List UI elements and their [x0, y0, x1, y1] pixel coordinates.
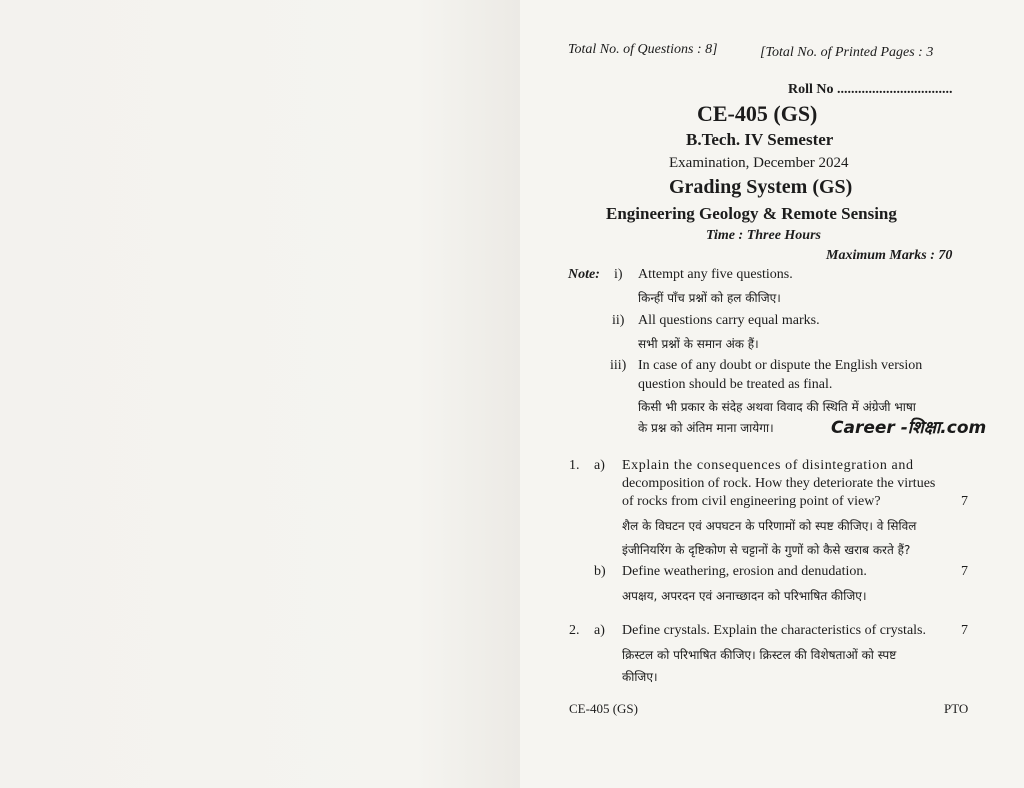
question-part-label: a): [594, 458, 605, 473]
note-number: i): [614, 267, 623, 282]
grading-system: Grading System (GS): [669, 176, 853, 198]
note-text: All questions carry equal marks.: [638, 313, 820, 328]
question-text-hindi: क्रिस्टल को परिभाषित कीजिए। क्रिस्टल की विशेषताओं को स्पष्ट: [622, 648, 897, 662]
note-text: question should be treated as final.: [638, 377, 833, 392]
watermark-text: Career -शिक्षा.com: [831, 418, 987, 438]
note-number: ii): [612, 313, 625, 328]
footer-pto: PTO: [944, 701, 969, 716]
time-allowed: Time : Three Hours: [706, 228, 821, 243]
question-text: Define weathering, erosion and denudation.: [622, 564, 867, 579]
note-text: In case of any doubt or dispute the English version: [638, 358, 923, 373]
question-text: decomposition of rock. How they deteriorate the virtues: [622, 476, 936, 491]
course-code: CE-405 (GS): [697, 101, 818, 126]
question-text-hindi: शैल के विघटन एवं अपघटन के परिणामों को स्पष्ट कीजिए। वे सिविल: [622, 519, 917, 533]
maximum-marks: Maximum Marks : 70: [826, 248, 953, 263]
note-label: Note:: [568, 267, 600, 282]
footer-code: CE-405 (GS): [569, 701, 638, 716]
question-marks: 7: [961, 564, 968, 579]
question-text-hindi: अपक्षय, अपरदन एवं अनाच्छादन को परिभाषित कीजिए।: [622, 589, 867, 603]
question-text: Explain the consequences of disintegration and: [622, 458, 914, 473]
total-questions: Total No. of Questions : 8]: [568, 42, 718, 57]
total-pages: [Total No. of Printed Pages : 3: [760, 45, 934, 60]
question-marks: 7: [961, 623, 968, 638]
note-text-hindi: किसी भी प्रकार के संदेह अथवा विवाद की स्थिति में अंग्रेजी भाषा: [638, 400, 916, 414]
note-text: Attempt any five questions.: [638, 267, 793, 282]
note-text-hindi: किन्हीं पाँच प्रश्नों को हल कीजिए।: [638, 291, 781, 305]
note-number: iii): [610, 358, 627, 373]
question-part-label: b): [594, 564, 606, 579]
question-marks: 7: [961, 494, 968, 509]
subject-title: Engineering Geology & Remote Sensing: [606, 204, 897, 223]
question-number: 2.: [569, 623, 580, 638]
roll-no: Roll No .................................: [788, 82, 953, 97]
question-text: of rocks from civil engineering point of view?: [622, 494, 881, 509]
question-number: 1.: [569, 458, 580, 473]
exam-session: Examination, December 2024: [669, 155, 849, 171]
question-text-hindi: कीजिए।: [622, 670, 658, 684]
note-text-hindi: सभी प्रश्नों के समान अंक हैं।: [638, 337, 759, 351]
question-part-label: a): [594, 623, 605, 638]
question-text-hindi: इंजीनियरिंग के दृष्टिकोण से चट्टानों के गुणों को कैसे खराब करते हैं?: [622, 543, 911, 557]
note-text-hindi: के प्रश्न को अंतिम माना जायेगा।: [638, 421, 774, 435]
question-text: Define crystals. Explain the characteristics of crystals.: [622, 623, 926, 638]
program: B.Tech. IV Semester: [686, 130, 834, 149]
